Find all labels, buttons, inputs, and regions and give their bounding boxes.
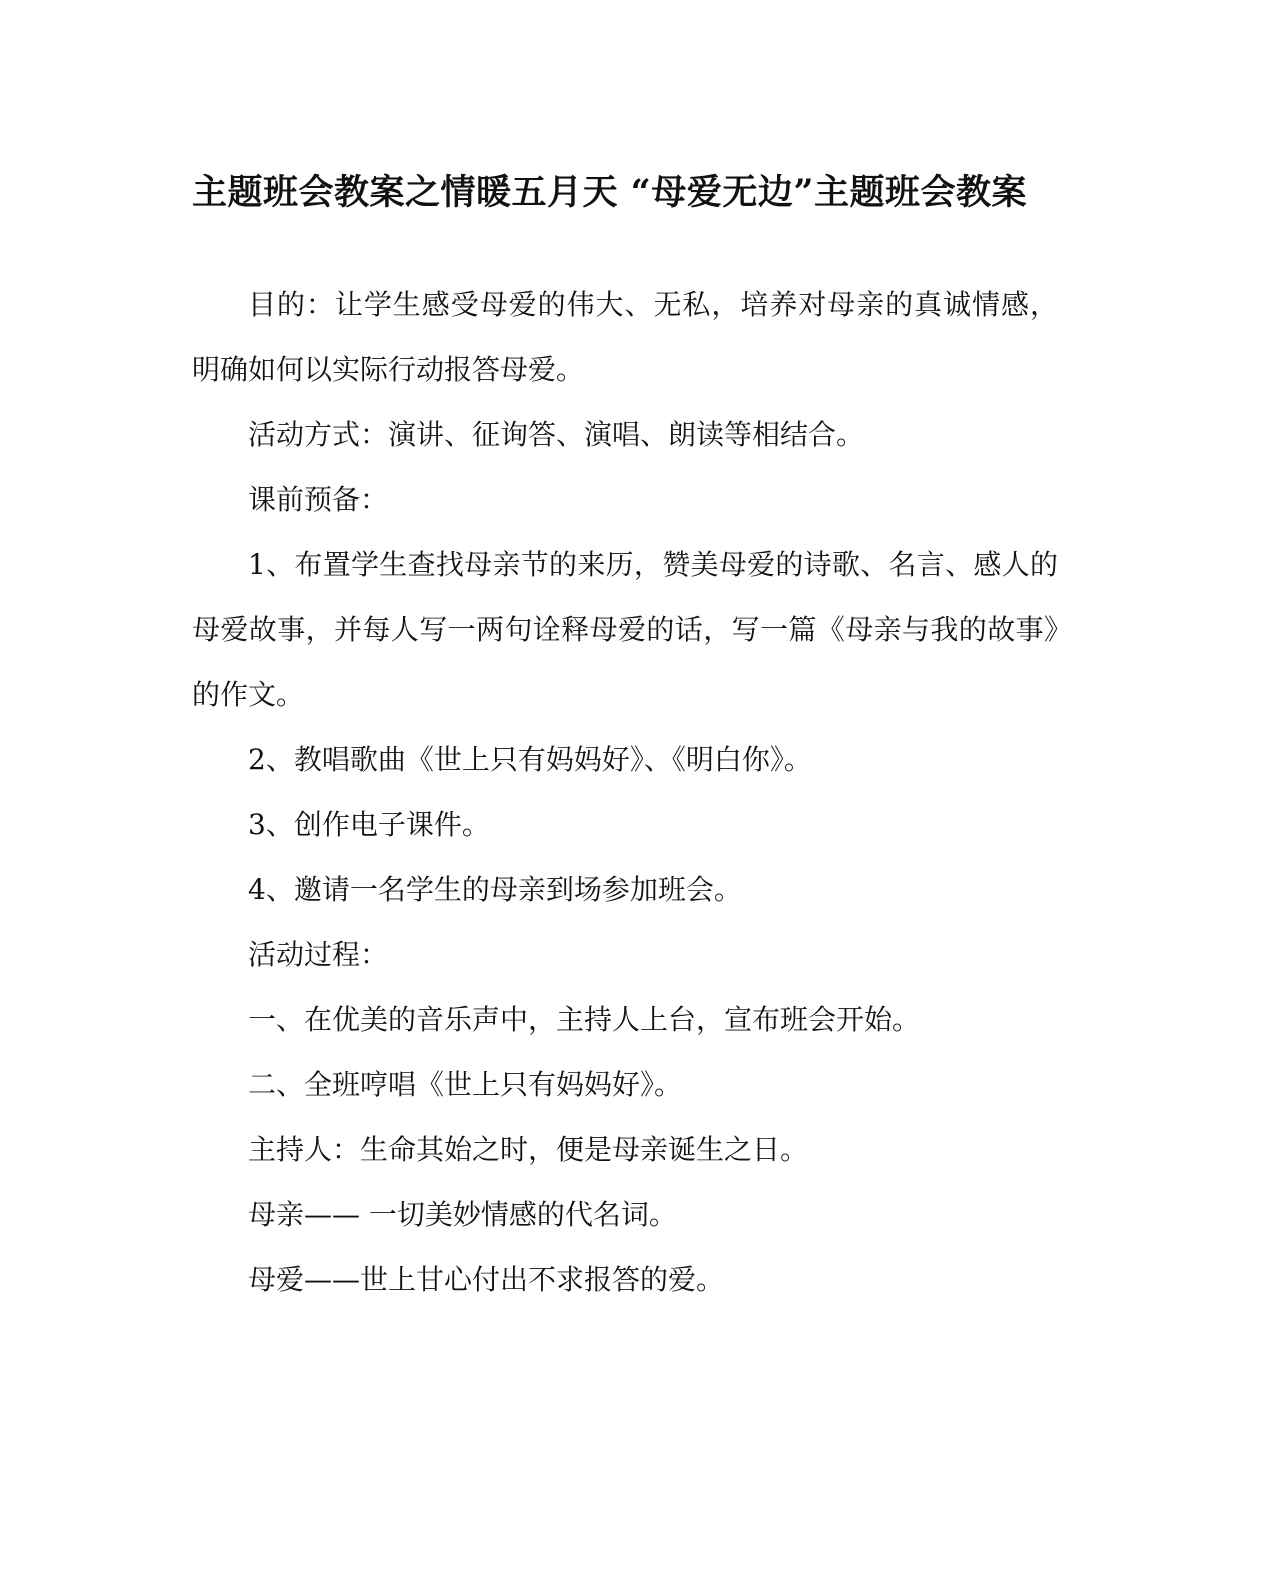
paragraph-process-1: 一、在优美的音乐声中，主持人上台，宣布班会开始。 — [248, 1003, 921, 1036]
paragraph-process-heading: 活动过程： — [248, 938, 389, 971]
paragraph-mother-love-line: 母爱——世上甘心付出不求报答的爱。 — [248, 1263, 725, 1296]
paragraph-activity-method: 活动方式：演讲、征询答、演唱、朗读等相结合。 — [248, 418, 865, 451]
paragraph-preparation-4: 4、邀请一名学生的母亲到场参加班会。 — [248, 873, 742, 906]
paragraph-preparation-3: 3、创作电子课件。 — [248, 808, 490, 841]
document-title: 主题班会教案之情暖五月天 “母爱无边”主题班会教案 — [192, 172, 1027, 213]
paragraph-preparation-heading: 课前预备： — [248, 483, 389, 516]
document-body — [192, 272, 1058, 1312]
paragraph-purpose: 目的：让学生感受母爱的伟大、无私，培养对母亲的真诚情感，明确如何以实际行动报答母爱。 — [192, 288, 1058, 386]
paragraph-preparation-1: 1、布置学生查找母亲节的来历，赞美母爱的诗歌、名言、感人的母爱故事，并每人写一两句诠释母爱的话，写一篇《母亲与我的故事》的作文。 — [192, 548, 1058, 711]
paragraph-process-2: 二、全班哼唱《世上只有妈妈好》。 — [248, 1068, 683, 1101]
paragraph-preparation-2: 2、教唱歌曲《世上只有妈妈好》、《明白你》。 — [248, 743, 812, 776]
paragraph-mother-line: 母亲—— 一切美妙情感的代名词。 — [248, 1198, 677, 1231]
paragraph-host-line: 主持人：生命其始之时，便是母亲诞生之日。 — [248, 1133, 809, 1166]
